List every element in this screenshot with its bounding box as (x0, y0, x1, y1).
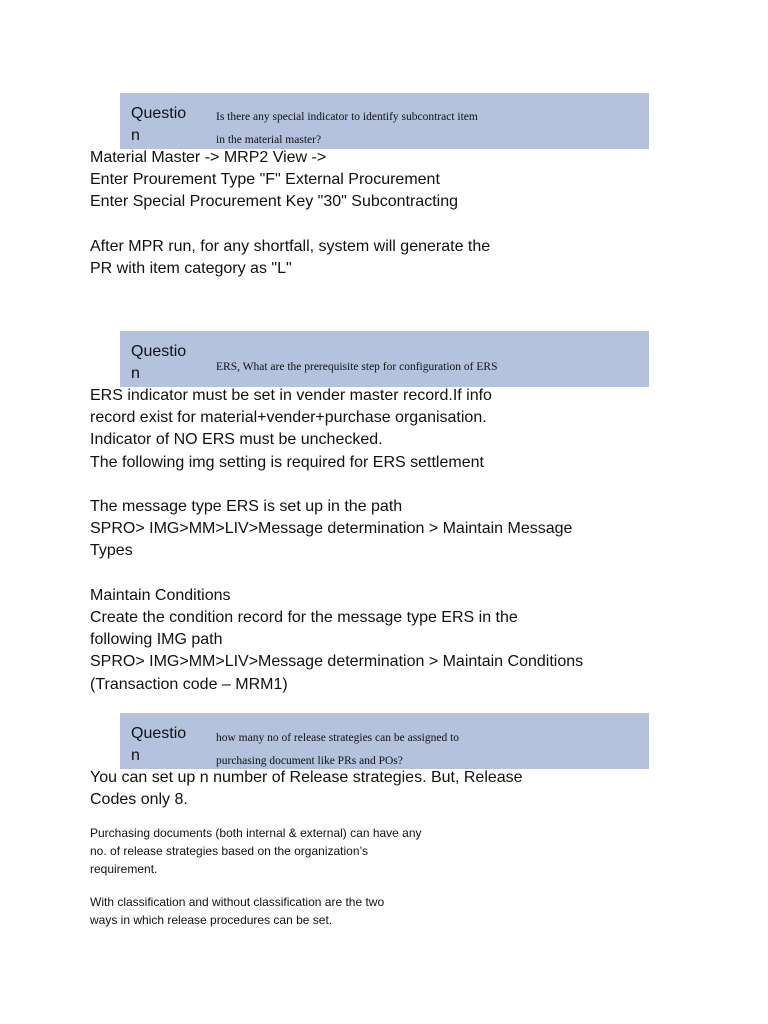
answer-line (90, 563, 583, 585)
answer-line: You can set up n number of Release strategies. But, Release (90, 769, 523, 786)
question-bar-2 (120, 331, 649, 387)
answer-line: Enter Special Procurement Key "30" Subcontracting (90, 193, 458, 211)
answer-line: After MPR run, for any shortfall, system will generate the (90, 237, 491, 255)
question-bar-1 (120, 93, 649, 149)
question-line: ERS, What are the prerequisite step for configuration of ERS (216, 361, 498, 373)
answer-line: PR with item category as "L" (90, 260, 292, 277)
note-paragraph-2 (90, 893, 384, 929)
question-label: Question (131, 725, 187, 764)
answer-line: SPRO> IMG>MM>LIV>Message determination > Maintain Conditions (90, 653, 584, 671)
note-line: With classification and without classification are the two (90, 895, 385, 909)
answer-3 (90, 767, 523, 811)
answer-line: Material Master -> MRP2 View -> (90, 149, 327, 166)
question-line: Is there any special indicator to identify subcontract item (216, 111, 478, 123)
question-line: how many no of release strategies can be assigned to (216, 732, 460, 744)
answer-line (90, 214, 490, 236)
answer-line: Codes only 8. (90, 791, 188, 809)
question-text (216, 356, 516, 379)
answer-line: Create the condition record for the message type ERS in the (90, 609, 518, 626)
note-line: Purchasing documents (both internal & external) can have any (90, 826, 422, 840)
answer-line: following IMG path (90, 631, 223, 649)
answer-line: SPRO> IMG>MM>LIV>Message determination > Maintain Message (90, 520, 573, 538)
question-line: purchasing document like PRs and POs? (216, 755, 403, 767)
answer-line (90, 474, 583, 496)
answer-2 (90, 385, 583, 696)
question-bar-3 (120, 713, 649, 769)
answer-line: ERS indicator must be set in vender master record.If info (90, 387, 492, 404)
question-label: Question (131, 105, 187, 144)
answer-line: The message type ERS is set up in the path (90, 498, 403, 515)
answer-1 (90, 147, 490, 280)
answer-line: (Transaction code – MRM1) (90, 675, 288, 693)
note-paragraph-1 (90, 824, 422, 878)
question-line: in the material master? (216, 134, 322, 146)
answer-line: The following img setting is required for ERS settlement (90, 453, 484, 471)
answer-line: record exist for material+vender+purchase organisation. (90, 409, 487, 427)
question-label: Question (131, 343, 187, 382)
answer-line: Types (90, 542, 133, 560)
answer-line: Maintain Conditions (90, 586, 231, 604)
question-text (216, 106, 516, 152)
note-line: requirement. (90, 862, 158, 876)
answer-line: Enter Prourement Type "F" External Procurement (90, 171, 440, 189)
note-line: ways in which release procedures can be set. (90, 913, 333, 927)
answer-line: Indicator of NO ERS must be unchecked. (90, 431, 383, 449)
note-line: no. of release strategies based on the organization’s (90, 844, 368, 858)
